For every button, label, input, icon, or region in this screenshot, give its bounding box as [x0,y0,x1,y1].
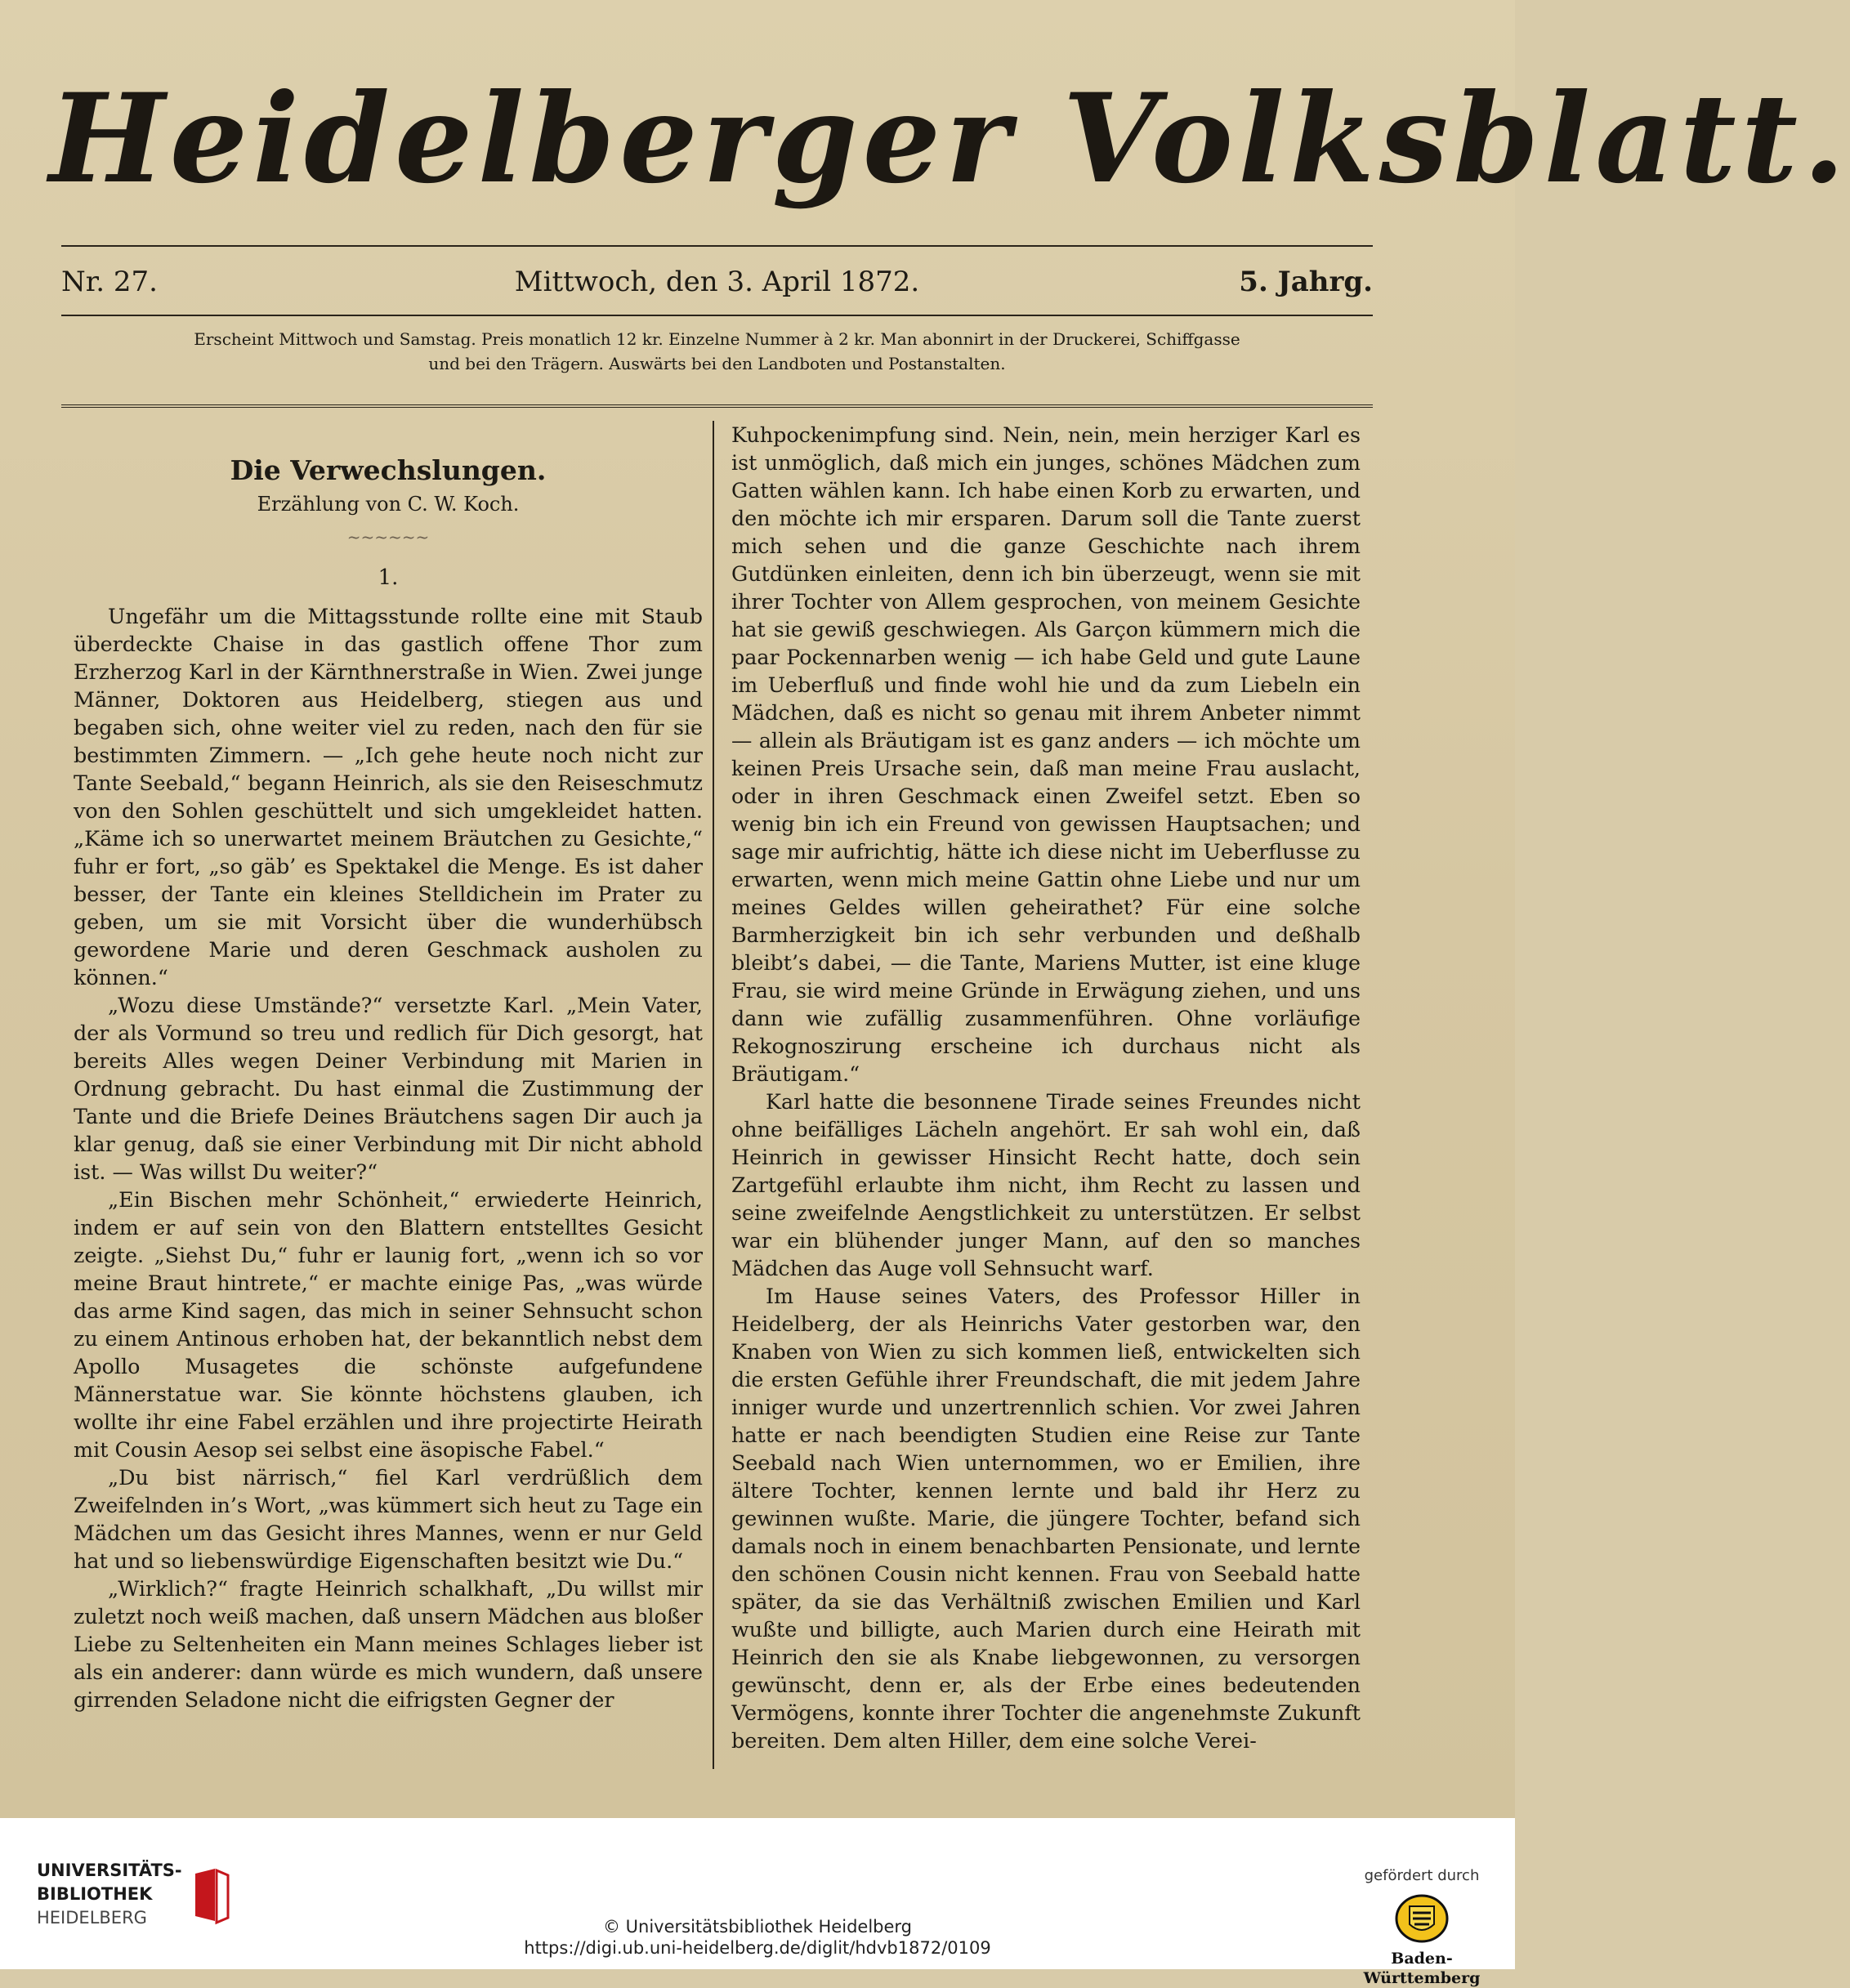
footer-credits [0,1916,1515,1959]
dateline [61,257,1373,306]
subscription-line-1: Erscheint Mittwoch und Samstag. Preis monatlich 12 kr. Einzelne Nummer à 2 kr. Man abonnirt in der Druckerei, Schiffgasse [194,329,1240,349]
library-name-line: HEIDELBERG [37,1908,147,1928]
library-name-line: UNIVERSITÄTS- [37,1861,182,1880]
issue-number: Nr. 27. [61,266,158,298]
chapter-number: 1. [378,565,399,590]
copyright-text: © Universitätsbibliothek Heidelberg [602,1917,912,1937]
funded-by-text: gefördert durch [1364,1867,1480,1884]
coat-of-arms-icon [1393,1888,1450,1946]
right-column [731,421,1361,1754]
story-title: Die Verwechslungen. [230,454,547,486]
header-double-rule [61,404,1373,408]
paragraph: Kuhpockenimpfung sind. Nein, nein, mein herziger Karl es ist unmöglich, daß mich ein junges, schönes Mädchen zum Gatten wählen kann. Ich habe einen Korb zu erwarten, und den möchte ich mir ersparen. Darum soll die Tante zuerst mich sehen und die ganze Geschichte nach ihrem Gutdünken einleiten, denn ich bin überzeugt, wenn sie mit ihrer Tochter von Allem gesprochen, von meinem Gesichte hat sie gewiß geschwiegen. Als Garçon kümmern mich die paar Pockennarben wenig — ich habe Geld und gute Laune im Ueberfluß und finde wohl hie und da zum Liebeln ein Mädchen, daß es nicht so genau mit ihrem Anbeter nimmt — allein als Bräutigam ist es ganz anders — ich möchte um keinen Preis Ursache sein, daß man meine Frau auslacht, oder in ihren Geschmack einen Zweifel setzt. Eben so wenig bin ich ein Freund von gewissen Hauptsachen; und sage mir aufrichtig, hätte ich diese nicht im Ueberflusse zu erwarten, wenn mich meine Gattin ohne Liebe und nur um meines Geldes willen geheirathet? Für eine solche Barmherzigkeit bin ich sehr verbunden und deßhalb bleibt’s dabei, — die Tante, Mariens Mutter, ist eine kluge Frau, sie wird meine Gründe in Erwägung ziehen, und uns dann wie zufällig zusammenführen. Ohne vorläufige Rekognoszirung erscheine ich durchaus nicht als Bräutigam.“ [731,422,1361,1086]
subscription-line-2: und bei den Trägern. Auswärts bei den Landboten und Postanstalten. [428,354,1006,373]
paragraph: „Wozu diese Umstände?“ versetzte Karl. „Mein Vater, der als Vormund so treu und redlich für Dich gesorgt, hat bereits Alles wegen Deiner Verbindung mit Marien in Ordnung gebracht. Du hast einmal die Zustimmung der Tante und die Briefe Deines Bräutchens sagen Dir auch ja klar genug, daß sie einer Verbindung mit Dir nicht abhold ist. — Was willst Du weiter?“ [74,993,703,1184]
funder-logo [1340,1867,1504,1987]
masthead-rule [61,245,1373,247]
paragraph: „Du bist närrisch,“ fiel Karl verdrüßlich dem Zweifelnden in’s Wort, „was kümmert sich heut zu Tage ein Mädchen um das Gesicht ihres Mannes, wenn er nur Geld hat und so liebenswürdige Eigenschaften besitzt wie Du.“ [74,1465,703,1573]
funder-name: Baden-Württemberg [1363,1950,1481,1987]
paragraph: Ungefähr um die Mittagsstunde rollte eine mit Staub überdeckte Chaise in das gastlich offene Thor zum Erzherzog Karl in der Kärnthnerstraße in Wien. Zwei junge Männer, Doktoren aus Heidelberg, stiegen aus und begaben sich, ohne weiter viel zu reden, nach den für sie bestimmten Zimmern. — „Ich gehe heute noch nicht zur Tante Seebald,“ begann Heinrich, als sie den Reiseschmutz von den Sohlen geschüttelt und sich umgekleidet hatten. „Käme ich so unerwartet meinem Bräutchen zu Gesichte,“ fuhr er fort, „so gäb’ es Spektakel die Menge. Es ist daher besser, der Tante ein kleines Stelldichein im Prater zu geben, um sie mit Vorsicht über die wunderhübsch gewordene Marie und deren Geschmack ausholen zu können.“ [74,604,703,990]
left-column [74,421,703,1713]
dateline-rule [61,315,1373,316]
column-divider [713,421,714,1769]
footer-bar [0,1818,1515,1987]
story-subtitle: Erzählung von C. W. Koch. [257,493,520,516]
volume-year: 5. Jahrg. [1239,266,1373,298]
paragraph: Im Hause seines Vaters, des Professor Hiller in Heidelberg, der als Heinrichs Vater gestorben war, den Knaben von Wien zu sich kommen ließ, entwickelten sich die ersten Gefühle ihrer Freundschaft, die mit jedem Jahre inniger wurde und unzertrennlich schien. Vor zwei Jahren hatte er nach beendigten Studien eine Reise zur Tante Seebald nach Wien unternommen, wo er Emilien, ihre ältere Tochter, kennen lernte und bald ihr Herz zu gewinnen wußte. Marie, die jüngere Tochter, befand sich damals noch in einem benachbarten Pensionate, und lernte den schönen Cousin nicht kennen. Frau von Seebald hatte später, da sie das Verhältniß zwischen Emilien und Karl wußte und billigte, auch Marien durch eine Heirath mit Heinrich den sie als Knabe liebgewonnen, zu versorgen gewünscht, denn er, als der Erbe eines bedeutenden Vermögens, konnte ihrer Tochter die angenehmste Zukunft bereiten. Dem alten Hiller, dem eine solche Verei- [731,1284,1361,1753]
paragraph: „Wirklich?“ fragte Heinrich schalkhaft, „Du willst mir zuletzt noch weiß machen, daß unsern Mädchen aus bloßer Liebe zu Seltenheiten ein Mann meines Schlages lieber ist als ein anderer: dann würde es mich wundern, daß unsere girrenden Seladone nicht die eifrigsten Gegner der [74,1576,703,1712]
issue-date: Mittwoch, den 3. April 1872. [514,266,920,298]
library-name-line: BIBLIOTHEK [37,1884,153,1904]
source-url-link[interactable]: https://digi.ub.uni-heidelberg.de/diglit/hdvb1872/0109 [524,1938,991,1958]
paragraph: Karl hatte die besonnene Tirade seines Freundes nicht ohne beifälliges Lächeln angehört. Er sah wohl ein, daß Heinrich in gewisser Hinsicht Recht hatte, doch sein Zartgefühl erlaubte ihm nicht, ihm Recht zu lassen und seine zweifelnde Aengstlichkeit zu unterstützen. Er selbst war ein blühender junger Mann, auf den so manches Mädchen das Auge voll Sehnsucht warf. [731,1089,1361,1280]
masthead-title: Heidelberger Volksblatt. [49,67,1850,211]
subscription-info [61,327,1373,376]
ornament-divider: ~~~~~~ [346,527,430,547]
paragraph: „Ein Bischen mehr Schönheit,“ erwiederte Heinrich, indem er auf sein von den Blattern entstelltes Gesicht zeigte. „Siehst Du,“ fuhr er launig fort, „wenn ich so vor meine Braut hintrete,“ er machte einige Pas, „was würde das arme Kind sagen, das mich in seiner Sehnsucht schon zu einem Antinous erhoben hat, der bekanntlich nebst dem Apollo Musagetes die schönste aufgefundene Männerstatue war. Sie könnte höchstens glauben, ich wollte ihr eine Fabel erzählen und ihre projectirte Heirath mit Cousin Aesop sei selbst eine äsopische Fabel.“ [74,1187,703,1462]
